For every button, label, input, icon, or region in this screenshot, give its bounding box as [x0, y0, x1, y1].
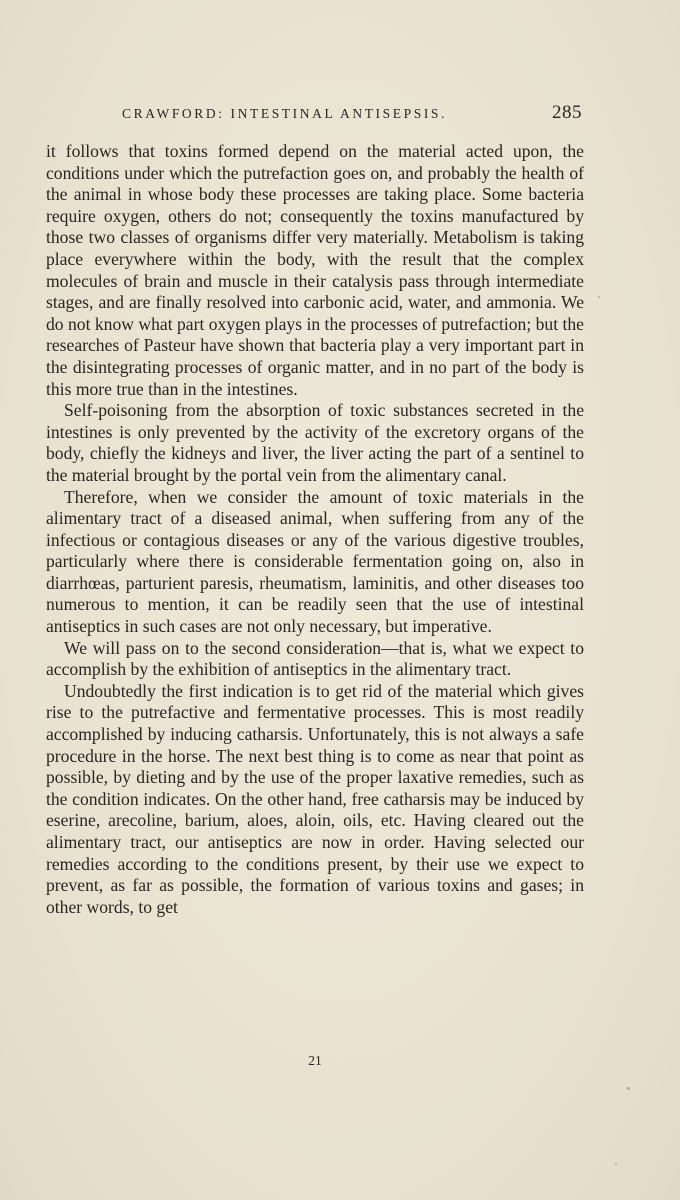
running-title: CRAWFORD: INTESTINAL ANTISEPSIS.	[122, 106, 448, 121]
paragraph-toxic-materials: Therefore, when we consider the amount of toxic materials in the alimentary tract of a diseased animal, when suffering from any of the infectious or contagious diseases or any of the various digestive troubles, particularly where there is considerable fermentation going on, also in diarrhœas, parturient paresis, rheumatism, laminitis, and other diseases too numerous to mention, it can be readily seen that the use of intestinal antiseptics in such cases are not only necessary, but imperative.	[46, 486, 584, 637]
paragraph-self-poisoning: Self-poisoning from the absorption of toxic substances secreted in the intestines is only prevented by the activity of the excretory organs of the body, chiefly the kidneys and liver, the liver acting the part of a sentinel to the material brought by the portal vein from the alimentary canal.	[46, 400, 584, 485]
signature-mark: 21	[308, 1053, 322, 1068]
paragraph-second-consideration: We will pass on to the second consideration—that is, what we expect to accomplish by the exhibition of antiseptics in the alimentary tract.	[46, 637, 584, 680]
paragraph-first-indication: Undoubtedly the first indication is to get rid of the material which gives rise to the putrefactive and fermentative processes. This is most readily accomplished by inducing catharsis. Unfortunately, this is not always a safe procedure in the horse. The next best thing is to come as near that point as possible, by dieting and by the use of the proper laxative remedies, such as the condition indicates. On the other hand, free catharsis may be induced by eserine, arecoline, barium, aloes, aloin, oils, etc. Having cleared out the alimentary tract, our antiseptics are now in order. Having selected our remedies according to the conditions present, by their use we expect to prevent, as far as possible, the formation of various toxins and gases; in other words, to get	[46, 680, 584, 917]
paper-speck	[627, 1087, 630, 1090]
running-head	[46, 102, 582, 126]
paragraph-continuation: it follows that toxins formed depend on the material acted upon, the conditions under which the putrefaction goes on, and probably the health of the animal in whose body these processes are taking place. Some bacteria require oxygen, others do not; consequently the toxins manufactured by those two classes of organisms differ very materially. Metabolism is taking place everywhere within the body, with the result that the complex molecules of brain and muscle in their catalysis pass through intermediate stages, and are finally resolved into carbonic acid, water, and ammonia. We do not know what part oxygen plays in the processes of putrefaction; but the researches of Pasteur have shown that bacteria play a very important part in the disintegrating processes of organic matter, and in no part of the body is this more true than in the intestines.	[46, 141, 584, 399]
body-text	[46, 141, 584, 918]
paper-speck	[615, 1163, 617, 1165]
page-number: 285	[552, 102, 582, 123]
paper-speck	[598, 296, 600, 298]
